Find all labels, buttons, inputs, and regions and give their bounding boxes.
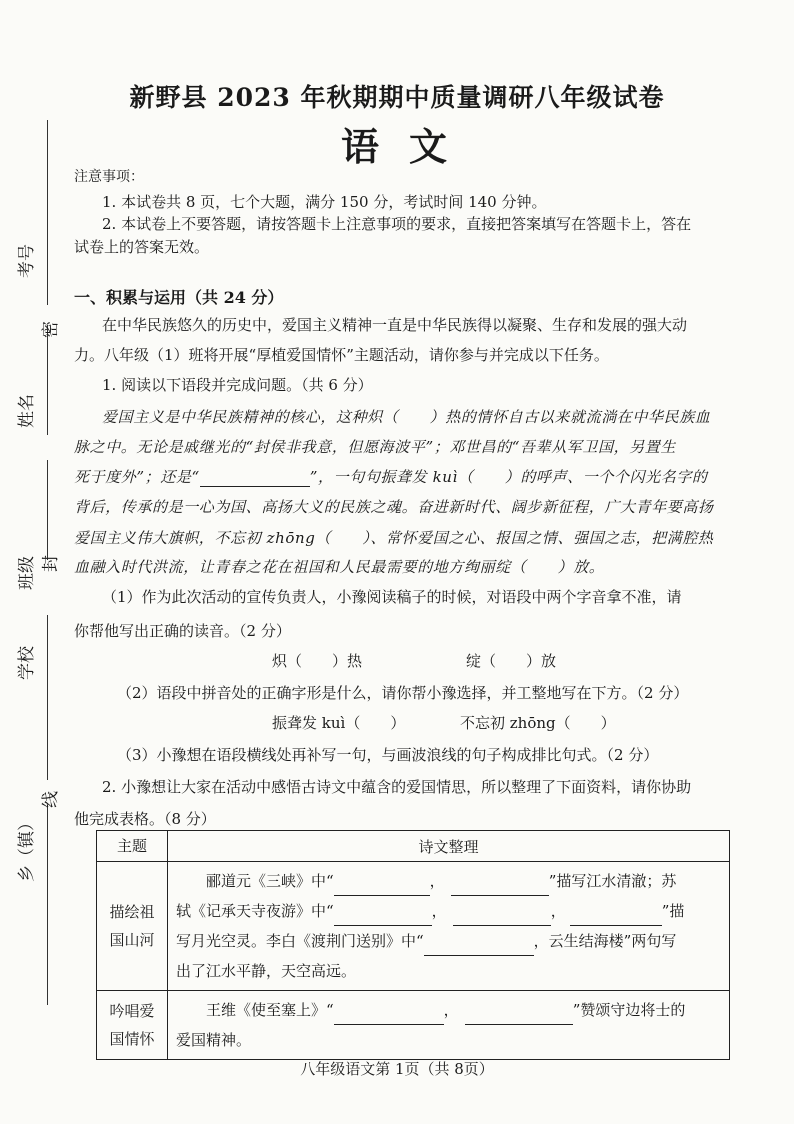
name-label: 姓名 [17,394,37,428]
table-header-poems: 诗文整理 [168,831,730,862]
table-row-theme-1 [97,862,168,991]
row2-line-1 [176,995,721,1025]
subq2-item-b: 不忘初 zhōng（ ） [460,714,616,732]
exam-number-label: 考号 [17,244,37,278]
subq2-item-a: 振聋发 kuì（ ） [272,714,406,732]
notice-item-2a: 2. 本试卷上不要答题，请按答题卡上注意事项的要求，直接把答案填写在答题卡上，答在 [102,215,692,233]
notice-item-1: 1. 本试卷共 8 页，七个大题，满分 150 分，考试时间 140 分钟。 [102,193,547,211]
answer-blank[interactable] [424,941,534,956]
seal-char-feng: 封 [41,555,61,572]
answer-blank[interactable] [465,1010,573,1025]
subq1-item-b: 绽（ ）放 [466,652,557,670]
table-row-content-1 [168,862,730,991]
passage-line-4: 背后，传承的是一心为国、高扬大义的民族之魂。奋进新时代、阔步新征程，广大青年要高扬 [74,498,714,516]
row1-text-b: ， [429,872,445,890]
subq2: （2）语段中拼音处的正确字形是什么，请你帮小豫选择，并工整地写在下方。（2 分） [117,684,689,702]
row1-text-d: 轼《记承天寺夜游》中“ [176,902,334,920]
subq1-item-a: 炽（ ）热 [272,652,363,670]
passage-line-1: 爱国主义是中华民族精神的核心，这种炽（ ）热的情怀自古以来就流淌在中华民族血 [102,408,711,426]
exam-title: 新野县 2023 年秋期期中质量调研八年级试卷 [129,83,665,112]
table-row [97,862,730,991]
row2-text-c: ”赞颂守边将士的 [572,1001,686,1019]
row1-line-2 [176,896,721,926]
table-header-row [97,831,730,862]
page-footer: 八年级语文第 1页（共 8页） [300,1060,494,1078]
theme-1-line-1: 描绘祖 [109,903,155,921]
passage-line-3b: ”，一句句振聋发 kuì（ ）的呼声、一个个闪光名字的 [309,468,708,486]
notice-item-2b: 试卷上的答案无效。 [74,238,210,256]
answer-blank[interactable] [334,881,430,896]
answer-blank[interactable] [334,911,432,926]
row1-text-f: ， [550,902,566,920]
table-row [97,991,730,1060]
question-2-line-2: 他完成表格。（8 分） [74,810,216,828]
answer-blank[interactable] [453,911,551,926]
town-label: 乡（镇） [17,814,37,882]
binding-line-3 [47,460,48,560]
row1-text-g: ”描 [661,902,685,920]
binding-line-5 [47,805,48,1005]
class-label: 班级 [17,556,37,590]
row2-text-b: ， [443,1001,459,1019]
question-2-line-1: 2. 小豫想让大家在活动中感悟古诗文中蕴含的爱国情思，所以整理了下面资料，请你协助 [102,778,692,796]
subq3: （3）小豫想在语段横线处再补写一句，与画波浪线的句子构成排比句式。（2 分） [117,746,659,764]
section1-heading: 一、积累与运用（共 24 分） [74,288,284,307]
passage-line-3 [74,466,708,487]
section1-intro-1: 在中华民族悠久的历史中，爱国主义精神一直是中华民族得以凝聚、生存和发展的强大动 [102,316,688,334]
row1-line-4: 出了江水平静，天空高远。 [176,962,357,980]
row1-text-c: ”描写江水清澈；苏 [548,872,677,890]
answer-blank[interactable] [570,911,662,926]
row1-line-3 [176,926,721,956]
school-label: 学校 [17,646,37,680]
passage-line-5: 爱国主义伟大旗帜，不忘初 zhōng（ ）、常怀爱国之心、报国之情、强国之志，把满腔热 [74,529,714,547]
row1-text-i: ，云生结海楼”两句写 [533,932,677,950]
section1-intro-2: 力。八年级（1）班将开展“厚植爱国情怀”主题活动，请你参与并完成以下任务。 [74,346,609,364]
theme-2-line-1: 吟唱爱 [109,1002,155,1020]
passage-line-2: 脉之中。无论是戚继光的“封侯非我意，但愿海波平”；邓世昌的“吾辈从军卫国，另置生 [74,438,677,456]
passage-line-6: 血融入时代洪流，让青春之花在祖国和人民最需要的地方绚丽绽（ ）放。 [74,558,605,576]
table-row-content-2 [168,991,730,1060]
subq1-line-1: （1）作为此次活动的宣传负责人，小豫阅读稿子的时候，对语段中两个字音拿不准，请 [102,588,682,606]
binding-line-2 [47,325,48,435]
row2-line-2: 爱国精神。 [176,1031,252,1049]
passage-line-3a: 死于度外”；还是“ [74,468,200,486]
theme-1-line-2: 国山河 [109,931,155,949]
answer-blank[interactable] [334,1010,444,1025]
row2-text-a: 王维《使至塞上》“ [206,1001,334,1019]
table-header-theme: 主题 [97,831,168,862]
theme-2-line-2: 国情怀 [109,1030,155,1048]
poem-table [96,830,730,1060]
subject-title: 语文 [340,124,477,169]
notice-heading: 注意事项： [74,169,144,185]
passage-blank[interactable] [200,472,310,487]
question-1: 1. 阅读以下语段并完成问题。（共 6 分） [102,376,373,394]
table-row-theme-2 [97,991,168,1060]
row1-line-1 [176,866,721,896]
subq1-line-2: 你帮他写出正确的读音。（2 分） [74,622,291,640]
row1-text-e: ， [431,902,447,920]
row1-text-h: 写月光空灵。李白《渡荆门送别》中“ [176,932,424,950]
binding-line-4 [47,615,48,780]
row1-text-a: 郦道元《三峡》中“ [206,872,334,890]
answer-blank[interactable] [451,881,549,896]
seal-char-xian: 线 [41,791,61,808]
seal-char-mi: 密 [41,321,61,338]
